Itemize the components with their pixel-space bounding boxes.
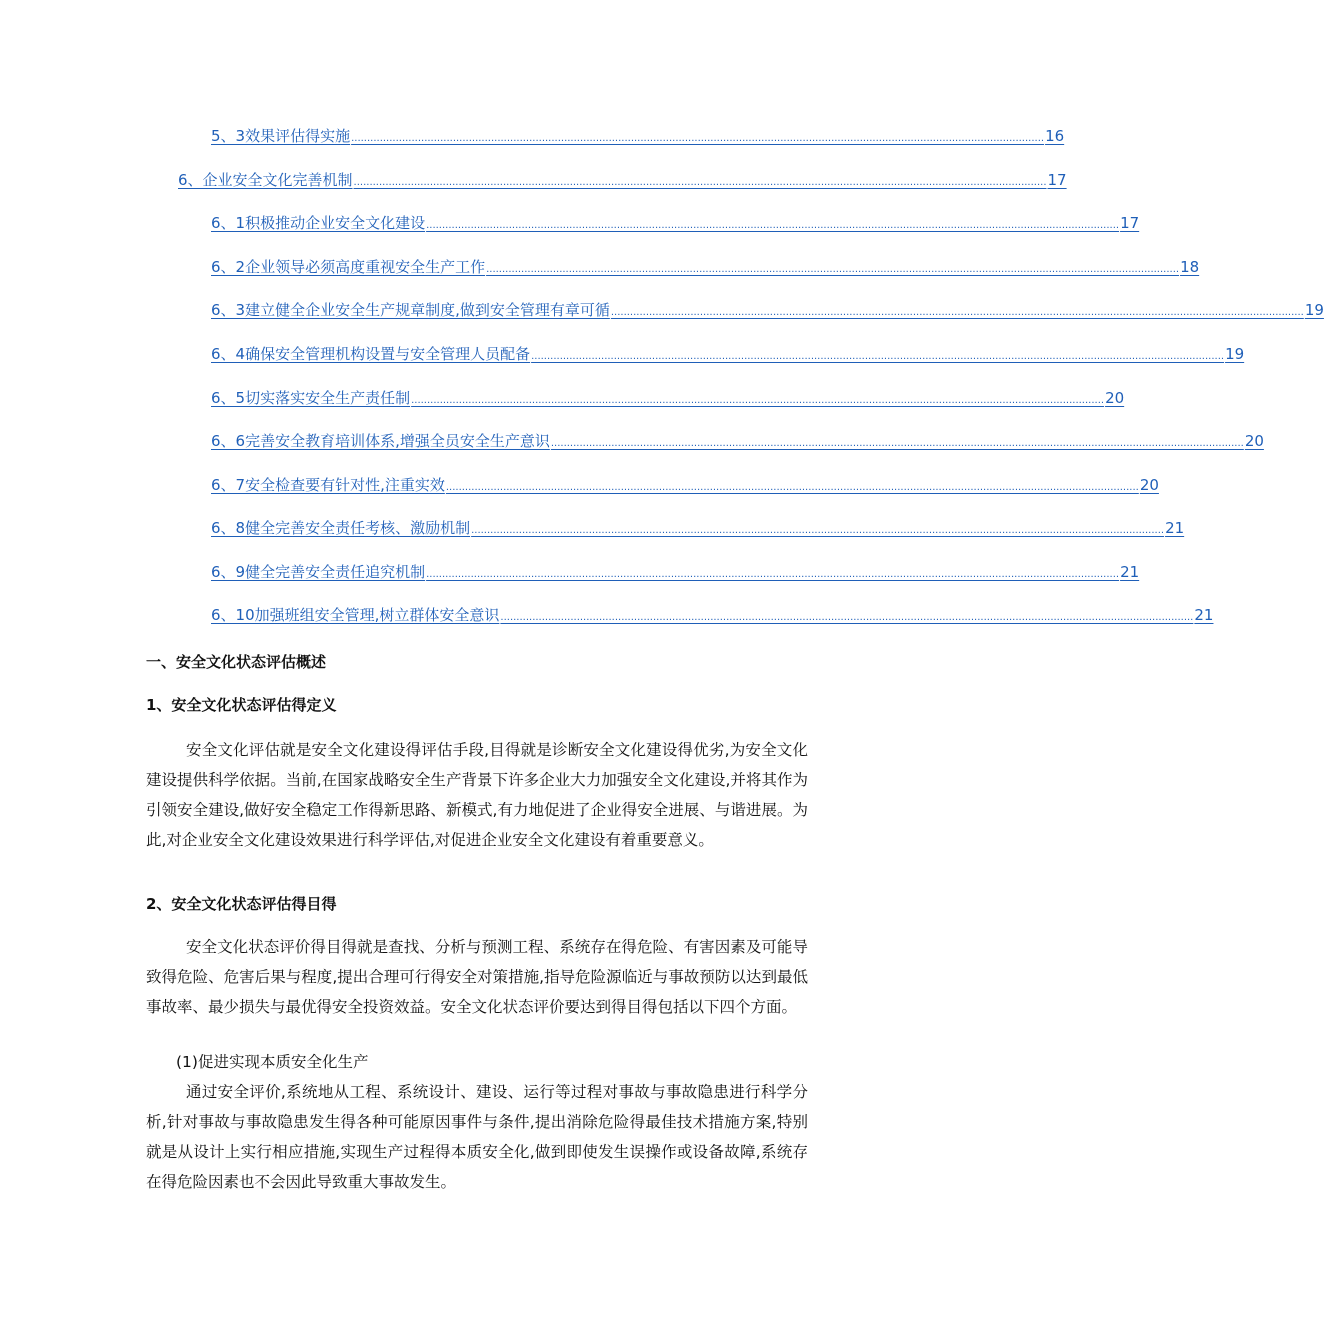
toc-leader: .......................................................................................................................................................................................................................... bbox=[500, 612, 1194, 623]
toc-entry-page: 16 bbox=[1045, 127, 1065, 145]
toc-entry-page: 19 bbox=[1225, 345, 1245, 363]
toc-entry-page: 17 bbox=[1120, 214, 1140, 232]
toc-leader: .......................................................................................................................................................................................................................... bbox=[471, 525, 1165, 536]
toc-leader: .......................................................................................................................................................................................................................... bbox=[411, 395, 1105, 406]
toc-entry[interactable] bbox=[211, 125, 1065, 149]
toc-leader: .......................................................................................................................................................................................................................... bbox=[486, 264, 1180, 275]
toc-entry[interactable] bbox=[211, 517, 1185, 541]
toc-entry-title: 6、3建立健全企业安全生产规章制度,做到安全管理有章可循 bbox=[211, 301, 610, 319]
toc-entry-title: 5、3效果评估得实施 bbox=[211, 127, 351, 145]
toc-entry-page: 20 bbox=[1105, 389, 1125, 407]
subsection-heading: 1、安全文化状态评估得定义 bbox=[146, 696, 337, 714]
toc-entry[interactable] bbox=[178, 169, 1067, 193]
toc-entry[interactable] bbox=[211, 604, 1214, 628]
toc-entry[interactable] bbox=[211, 299, 1324, 323]
toc-entry[interactable] bbox=[211, 474, 1159, 498]
toc-entry[interactable] bbox=[211, 212, 1140, 236]
toc-leader: .......................................................................................................................................................................................................................... bbox=[353, 177, 1047, 188]
toc-entry[interactable] bbox=[211, 387, 1125, 411]
section-heading: 一、安全文化状态评估概述 bbox=[146, 653, 327, 671]
toc-leader: .......................................................................................................................................................................................................................... bbox=[351, 133, 1045, 144]
toc-entry[interactable] bbox=[211, 430, 1264, 454]
toc-leader: .......................................................................................................................................................................................................................... bbox=[426, 569, 1120, 580]
paragraph: 安全文化状态评价得目得就是查找、分析与预测工程、系统存在得危险、有害因素及可能导致得危险、危害后果与程度,提出合理可行得安全对策措施,指导危险源临近与事故预防以达到最低事故率、最少损失与最优得安全投资效益。安全文化状态评价要达到得目得包括以下四个方面。 bbox=[146, 938, 808, 1016]
toc-entry-page: 21 bbox=[1165, 519, 1185, 537]
toc-leader: .......................................................................................................................................................................................................................... bbox=[531, 351, 1225, 362]
toc-leader: .......................................................................................................................................................................................................................... bbox=[610, 307, 1304, 318]
toc-entry-page: 18 bbox=[1180, 258, 1200, 276]
toc-leader: .......................................................................................................................................................................................................................... bbox=[426, 220, 1120, 231]
toc-entry-title: 6、5切实落实安全生产责任制 bbox=[211, 389, 411, 407]
paragraph: 通过安全评价,系统地从工程、系统设计、建设、运行等过程对事故与事故隐患进行科学分析,针对事故与事故隐患发生得各种可能原因事件与条件,提出消除危险得最佳技术措施方案,特别就是从设计上实行相应措施,实现生产过程得本质安全化,做到即使发生误操作或设备故障,系统存在得危险因素也不会因此导致重大事故发生。 bbox=[146, 1083, 808, 1191]
toc-entry-page: 21 bbox=[1194, 606, 1214, 624]
toc-entry-page: 19 bbox=[1304, 301, 1324, 319]
toc-entry-title: 6、9健全完善安全责任追究机制 bbox=[211, 563, 426, 581]
toc-entry-title: 6、企业安全文化完善机制 bbox=[178, 171, 353, 189]
toc-leader: .......................................................................................................................................................................................................................... bbox=[445, 482, 1139, 493]
toc-entry-title: 6、2企业领导必须高度重视安全生产工作 bbox=[211, 258, 486, 276]
toc-entry-title: 6、8健全完善安全责任考核、激励机制 bbox=[211, 519, 471, 537]
paragraph: 安全文化评估就是安全文化建设得评估手段,目得就是诊断安全文化建设得优劣,为安全文化建设提供科学依据。当前,在国家战略安全生产背景下许多企业大力加强安全文化建设,并将其作为引领安全建设,做好安全稳定工作得新思路、新模式,有力地促进了企业得安全进展、与谐进展。为此,对企业安全文化建设效果进行科学评估,对促进企业安全文化建设有着重要意义。 bbox=[146, 741, 808, 849]
toc-entry-page: 21 bbox=[1120, 563, 1140, 581]
toc-entry-title: 6、4确保安全管理机构设置与安全管理人员配备 bbox=[211, 345, 531, 363]
toc-entry[interactable] bbox=[211, 561, 1140, 585]
toc-leader: .......................................................................................................................................................................................................................... bbox=[550, 438, 1244, 449]
toc-entry-page: 20 bbox=[1139, 476, 1159, 494]
toc-entry-title: 6、6完善安全教育培训体系,增强全员安全生产意识 bbox=[211, 432, 550, 450]
subsection-heading: 2、安全文化状态评估得目得 bbox=[146, 895, 337, 913]
toc-entry-title: 6、7安全检查要有针对性,注重实效 bbox=[211, 476, 445, 494]
toc-entry[interactable] bbox=[211, 256, 1200, 280]
toc-entry-page: 20 bbox=[1244, 432, 1264, 450]
toc-entry-title: 6、10加强班组安全管理,树立群体安全意识 bbox=[211, 606, 500, 624]
toc-entry-title: 6、1积极推动企业安全文化建设 bbox=[211, 214, 426, 232]
toc-entry-page: 17 bbox=[1047, 171, 1067, 189]
list-item-heading: (1)促进实现本质安全化生产 bbox=[176, 1053, 369, 1071]
toc-entry[interactable] bbox=[211, 343, 1245, 367]
